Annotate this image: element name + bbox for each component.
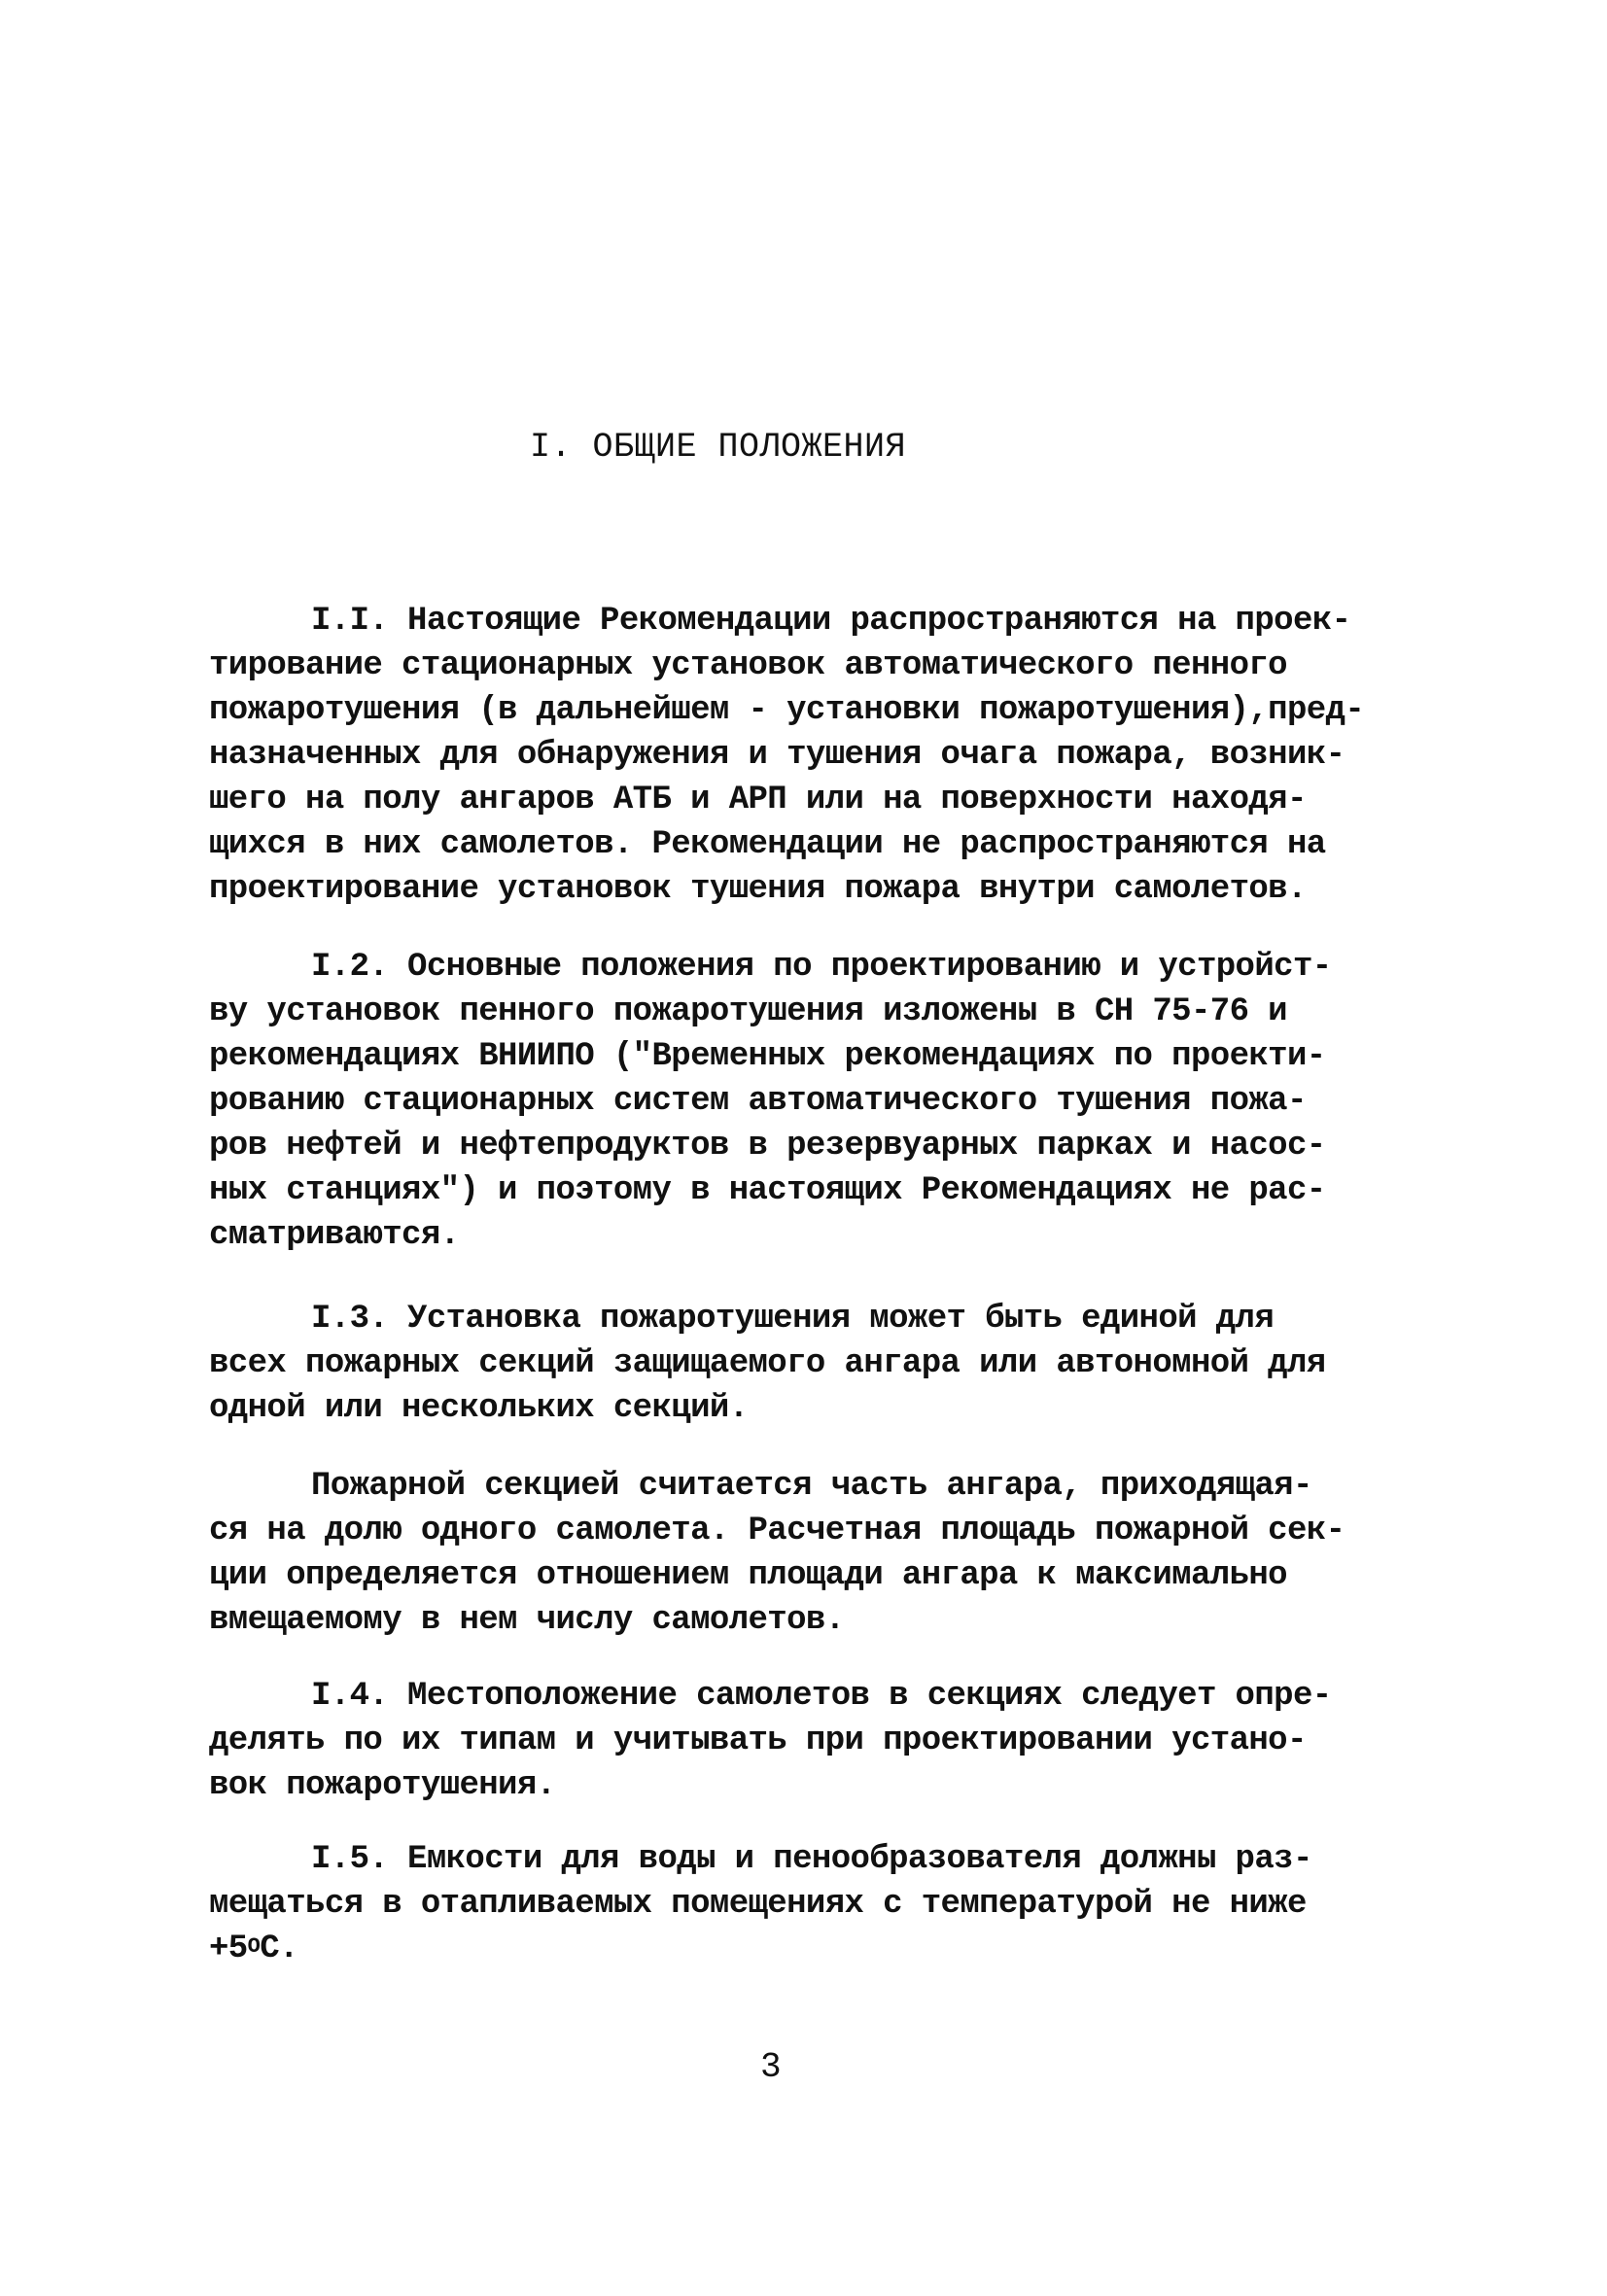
paragraph-1-3-line: I.3. Установка пожаротушения может быть единой для: [311, 1301, 1275, 1338]
degree-superscript: О: [247, 1934, 261, 1959]
paragraph-1-4-line: вок пожаротушения.: [209, 1767, 556, 1804]
paragraph-1-1-line: I.I. Настоящие Рекомендации распространяются на проек-: [311, 603, 1351, 640]
paragraph-1-1-line: тирование стационарных установок автоматического пенного: [209, 647, 1287, 684]
temperature-value: +5: [209, 1931, 248, 1967]
paragraph-1-1-line: проектирование установок тушения пожара внутри самолетов.: [209, 871, 1307, 908]
page-number: 3: [760, 2047, 782, 2087]
paragraph-1-5-last-line: [209, 1927, 298, 1971]
paragraph-fire-section-line: вмещаемому в нем числу самолетов.: [209, 1602, 845, 1639]
paragraph-fire-section-line: Пожарной секцией считается часть ангара, приходящая-: [311, 1468, 1312, 1505]
paragraph-1-2-line: рованию стационарных систем автоматического тушения пожа-: [209, 1083, 1307, 1120]
paragraph-1-5-line: мещаться в отапливаемых помещениях с температурой не ниже: [209, 1886, 1307, 1923]
paragraph-1-2-line: I.2. Основные положения по проектированию и устройст-: [311, 949, 1332, 986]
temperature-unit: С.: [260, 1931, 298, 1967]
paragraph-1-5-line: I.5. Емкости для воды и пенообразователя должны раз-: [311, 1841, 1312, 1878]
paragraph-1-4-line: I.4. Местоположение самолетов в секциях следует опре-: [311, 1678, 1332, 1715]
paragraph-fire-section-line: ции определяется отношением площади ангара к максимально: [209, 1557, 1287, 1594]
paragraph-1-1-line: щихся в них самолетов. Рекомендации не распространяются на: [209, 826, 1326, 863]
paragraph-1-2-line: сматриваются.: [209, 1217, 460, 1254]
paragraph-1-2-line: ву установок пенного пожаротушения изложены в СН 75-76 и: [209, 993, 1287, 1030]
paragraph-1-1-line: пожаротушения (в дальнейшем - установки пожаротушения),пред-: [209, 692, 1365, 729]
paragraph-1-2-line: ных станциях") и поэтому в настоящих Рекомендациях не рас-: [209, 1172, 1326, 1209]
paragraph-1-2-line: ров нефтей и нефтепродуктов в резервуарных парках и насос-: [209, 1128, 1326, 1165]
paragraph-1-3-line: одной или нескольких секций.: [209, 1390, 749, 1427]
paragraph-1-1-line: шего на полу ангаров АТБ и АРП или на поверхности находя-: [209, 782, 1307, 818]
paragraph-1-2-line: рекомендациях ВНИИПО ("Временных рекомендациях по проекти-: [209, 1038, 1326, 1075]
paragraph-fire-section-line: ся на долю одного самолета. Расчетная площадь пожарной сек-: [209, 1513, 1345, 1549]
paragraph-1-1-line: назначенных для обнаружения и тушения очага пожара, возник-: [209, 737, 1345, 774]
section-heading: I. ОБЩИЕ ПОЛОЖЕНИЯ: [530, 428, 907, 467]
paragraph-1-3-line: всех пожарных секций защищаемого ангара или автономной для: [209, 1345, 1326, 1382]
paragraph-1-4-line: делять по их типам и учитывать при проектировании устано-: [209, 1722, 1307, 1759]
